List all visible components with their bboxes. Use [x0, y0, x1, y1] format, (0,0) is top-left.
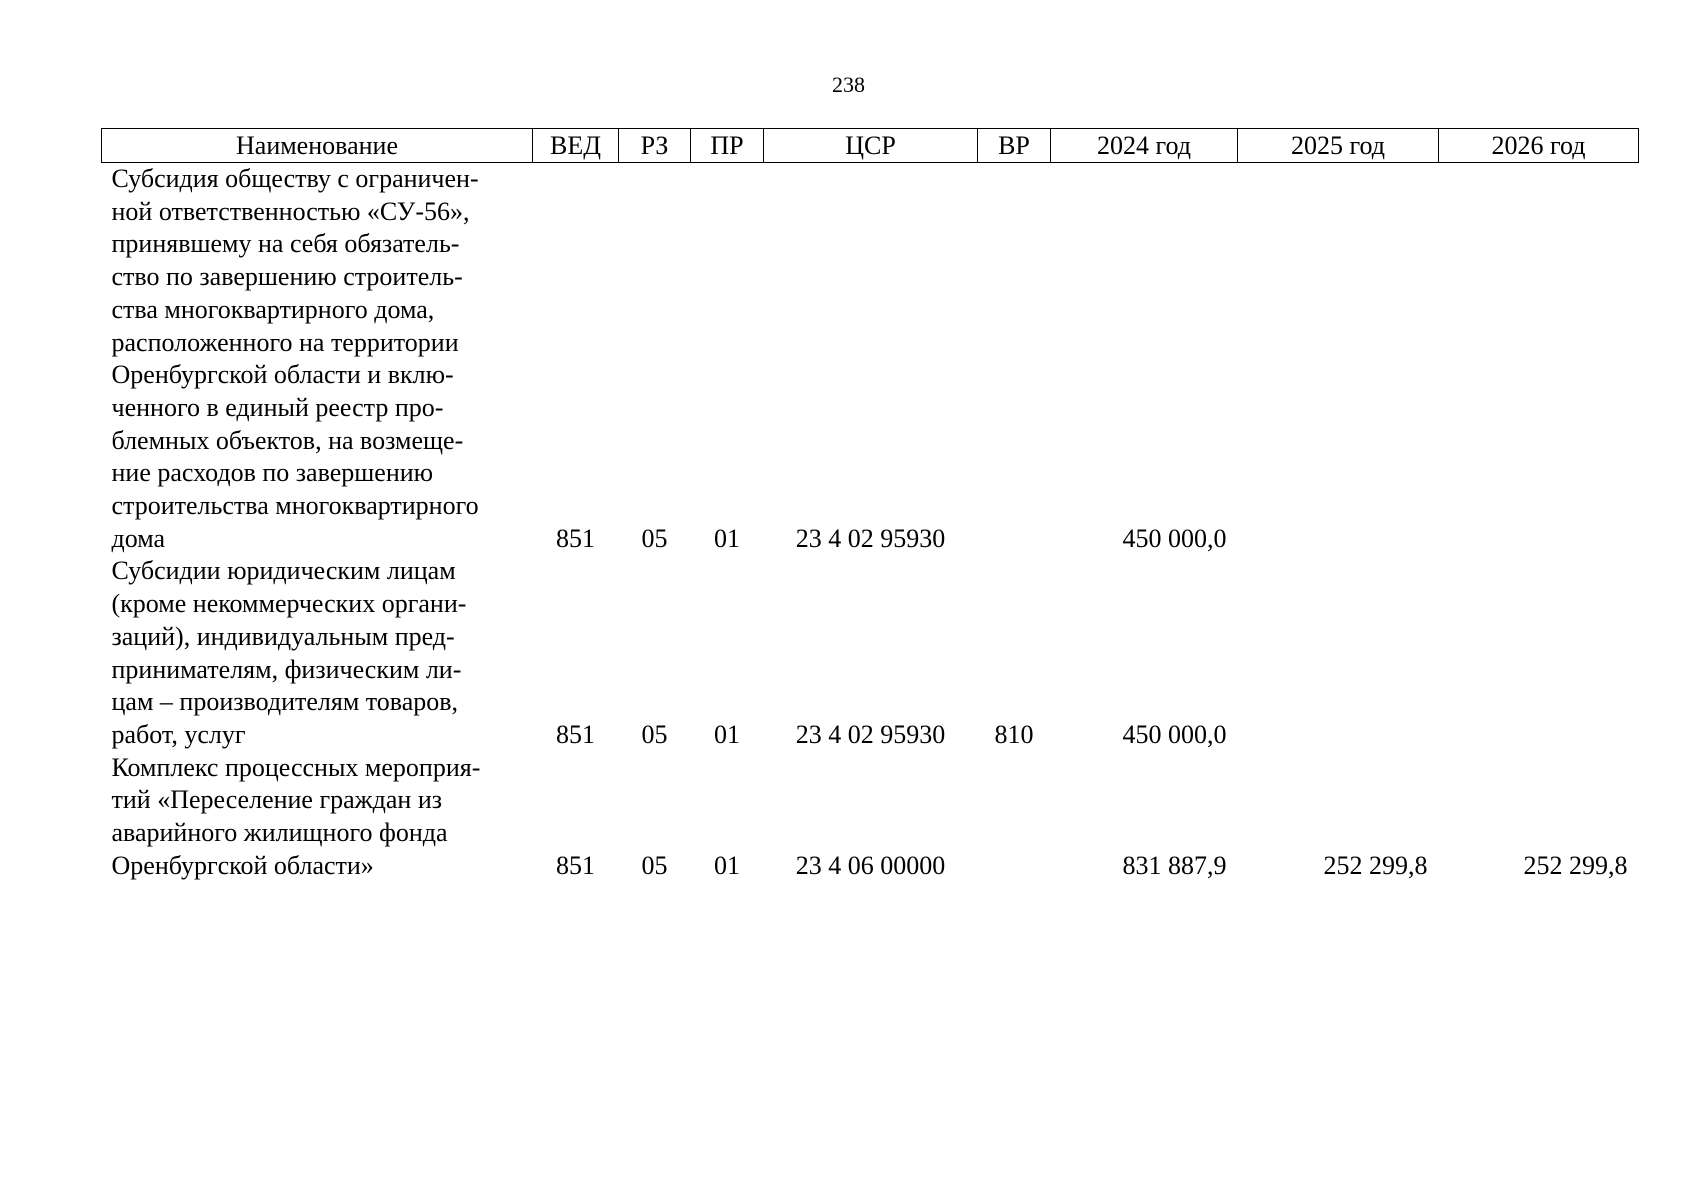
- header-vr: ВР: [978, 129, 1051, 163]
- row-name: Комплекс процессных мероприя- тий «Переселение граждан из аварийного жилищного фонда Оренбургской области»: [111, 752, 481, 880]
- row-2024: 831 887,9: [1122, 850, 1227, 880]
- header-csr: ЦСР: [764, 129, 978, 163]
- row-2025: [1238, 555, 1439, 751]
- row-vr: 810: [994, 719, 1034, 749]
- row-rz: 05: [641, 850, 668, 880]
- row-csr: 23 4 02 95930: [795, 719, 946, 749]
- row-name: Субсидии юридическим лицам (кроме некоммерческих органи- заций), индивидуальным пред- принимателям, физическим ли- цам – производителям товаров, работ, услуг: [111, 556, 467, 749]
- row-2026: [1439, 163, 1639, 556]
- header-name: Наименование: [102, 129, 533, 163]
- header-2026: 2026 год: [1439, 129, 1639, 163]
- row-ved: 851: [556, 523, 595, 553]
- table-header: [102, 129, 1639, 163]
- table-row: [102, 163, 1639, 556]
- row-2026: [1439, 555, 1639, 751]
- row-2025: 252 299,8: [1323, 850, 1428, 880]
- header-pr: ПР: [691, 129, 764, 163]
- row-pr: 01: [714, 523, 740, 553]
- header-ved: ВЕД: [533, 129, 619, 163]
- budget-table: [101, 128, 1639, 882]
- header-row: [102, 129, 1639, 163]
- row-ved: 851: [556, 850, 595, 880]
- header-2024: 2024 год: [1051, 129, 1238, 163]
- row-rz: 05: [641, 523, 668, 553]
- table-body: [102, 163, 1639, 883]
- page-number: 238: [832, 72, 865, 97]
- row-vr: [978, 752, 1051, 883]
- header-2025: 2025 год: [1238, 129, 1439, 163]
- row-2026: 252 299,8: [1523, 850, 1628, 880]
- row-name: Субсидия обществу с ограничен- ной ответственностью «СУ-56», принявшему на себя обязатель- ство по завершению строитель- ства многоквартирного дома, расположенного на территории Оренбургской области и вклю- ченного в единый реестр про- блемных объектов, на возмеще- ние расходов по завершению строительства многоквартирного дома: [111, 164, 479, 553]
- row-rz: 05: [641, 719, 668, 749]
- row-2024: 450 000,0: [1122, 719, 1227, 749]
- row-pr: 01: [714, 850, 740, 880]
- row-2024: 450 000,0: [1122, 523, 1227, 553]
- header-rz: РЗ: [619, 129, 691, 163]
- row-vr: [978, 163, 1051, 556]
- row-csr: 23 4 06 00000: [795, 850, 946, 880]
- table-row: [102, 555, 1639, 751]
- row-pr: 01: [714, 719, 740, 749]
- row-2025: [1238, 163, 1439, 556]
- table-row: [102, 752, 1639, 883]
- row-csr: 23 4 02 95930: [795, 523, 946, 553]
- row-ved: 851: [556, 719, 595, 749]
